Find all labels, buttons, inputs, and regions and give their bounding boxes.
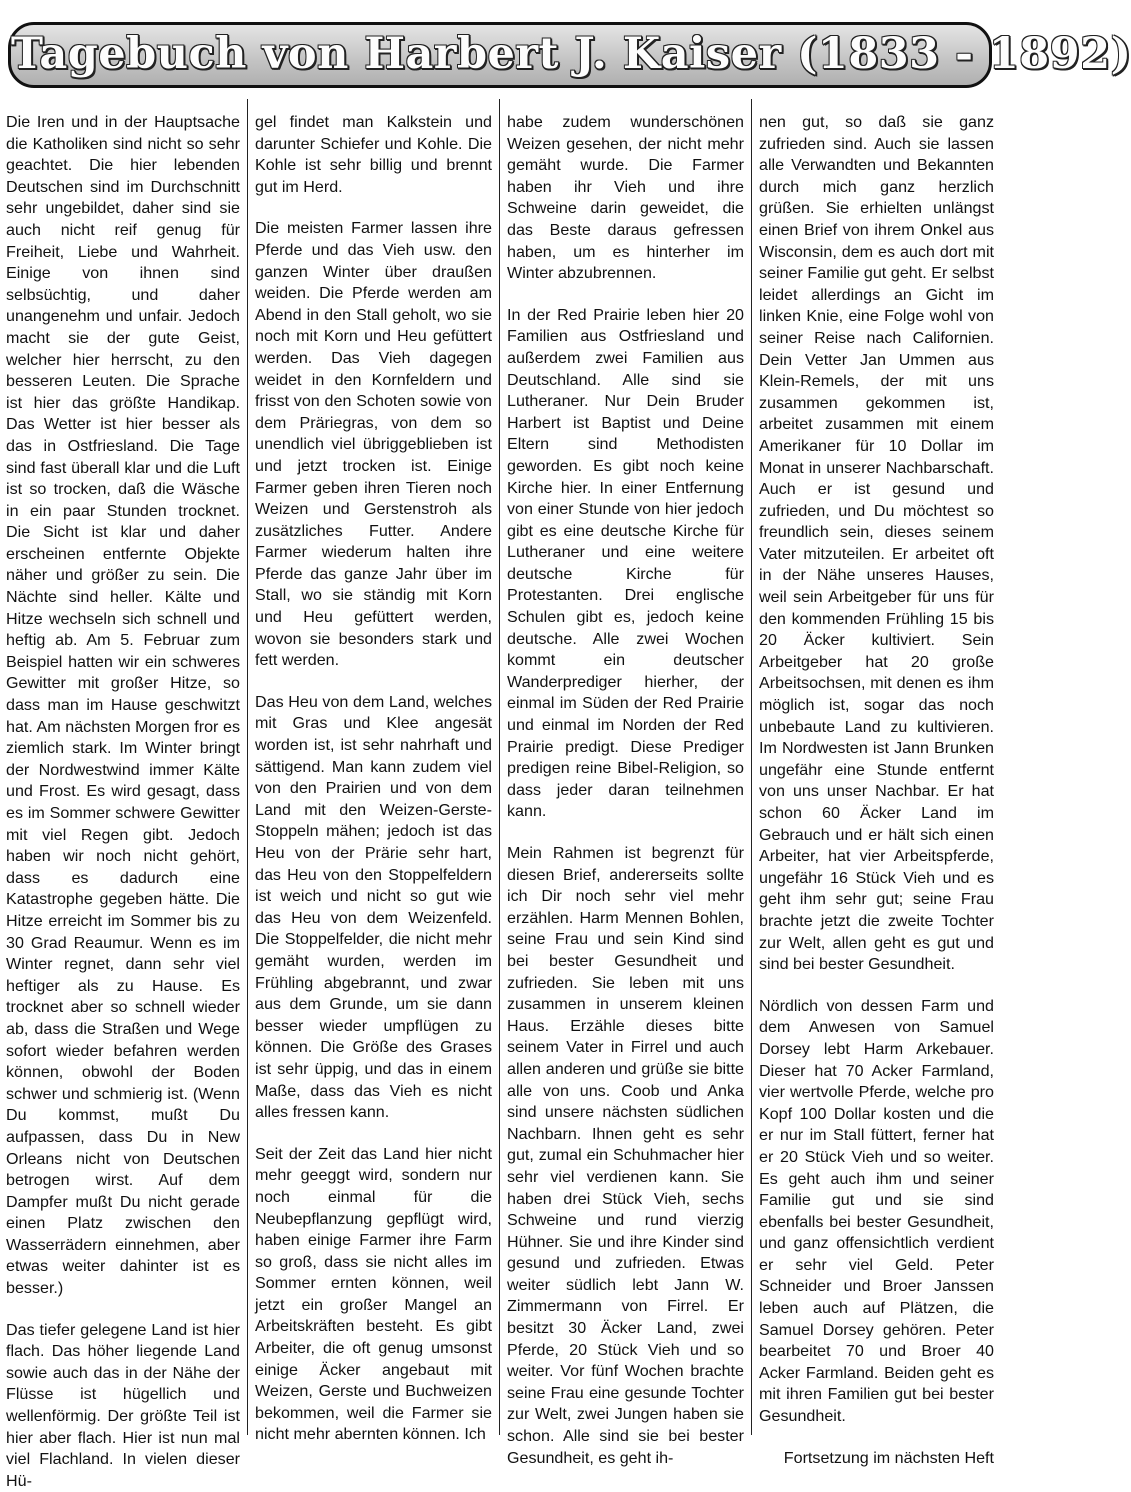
- paragraph: Die meisten Farmer lassen ihre Pferde und das Vieh usw. den ganzen Winter über draußen weiden. Die Pferde werden am Abend in den Stall geholt, wo sie noch mit Korn und Heu gefüttert werden. Das Vieh dagegen weidet in den Kornfeldern und frisst von den Schoten sowie von dem Präriegras, von dem so unendlich viel übriggeblieben ist und jetzt trocken ist. Einige Farmer geben ihren Tieren noch Weizen und Gerstenstroh als zusätzliches Futter. Andere Farmer wiederum halten ihre Pferde das ganze Jahr über im Stall, wo sie ständig mit Korn und Heu gefüttert werden, wovon sie besonders stark und fett werden.: [255, 219, 492, 670]
- text-column-3: [507, 112, 744, 1467]
- paragraph: Seit der Zeit das Land hier nicht mehr geeggt wird, sondern nur noch einmal für die Neubepflanzung gepflügt wird, haben einige Farmer ihre Farm so groß, dass sie nicht alles im Sommer ernten können, weil jetzt ein großer Mangel an Arbeitskräften besteht. Es gibt Arbeiter, die oft genug umsonst einige Äcker angebaut mit Weizen, Gerste und Buchweizen bekommen, weil die Farmer sie nicht mehr abernten können. Ich: [255, 1144, 492, 1444]
- text-column-1: [6, 112, 240, 1490]
- paragraph: In der Red Prairie leben hier 20 Familien aus Ostfriesland und außerdem zwei Familien aus Deutschland. Alle sind sie Lutheraner. Nur Dein Bruder Harbert ist Baptist und Deine Eltern sind Methodisten geworden. Es gibt noch keine Kirche hier. In einer Entfernung von einer Stunde von hier jedoch gibt es eine deutsche Kirche für Lutheraner und eine weitere deutsche Kirche für Protestanten. Drei englische Schulen gibt es, jedoch keine deutsche. Alle zwei Wochen kommt ein deutscher Wanderprediger hierher, der einmal im Süden der Red Prairie und einmal im Norden der Red Prairie predigt. Diese Prediger predigen reine Bibel-Religion, so dass jeder daran teilnehmen kann.: [507, 305, 744, 821]
- paragraph: habe zudem wunderschönen Weizen gesehen, der nicht mehr gemäht wurde. Die Farmer haben ihr Vieh und ihre Schweine darin geweidet, die das Beste daraus gefressen haben, um es hinterher im Winter abzubrennen.: [507, 113, 744, 283]
- title-banner: [8, 22, 1131, 88]
- paragraph: Das tiefer gelegene Land ist hier flach. Das höher liegende Land sowie auch das in der Nähe der Flüsse ist hügellich und wellenförmig. Der größte Teil ist hier aber flach. Hier ist nun mal viel Flachland. In vielen dieser Hü-: [6, 1320, 240, 1490]
- continuation-note: Fortsetzung im nächsten Heft: [783, 1448, 994, 1467]
- text-column-2: [255, 112, 492, 1444]
- column-divider: [247, 99, 248, 1435]
- paragraph: Mein Rahmen ist begrenzt für diesen Brief, andererseits sollte ich Dir noch sehr viel mehr erzählen. Harm Mennen Bohlen, seine Frau und sein Kind sind bei bester Gesundheit und zufrieden. Sie leben mit uns zusammen in unserem kleinen Haus. Erzähle dieses bitte seinem Vater in Firrel und auch allen anderen und grüße sie bitte alle von uns. Coob und Anka sind unsere nächsten südlichen Nachbarn. Ihnen geht es sehr gut, zumal ein Schuhmacher hier sehr viel verdienen kann. Sie haben drei Stück Vieh, sechs Schweine und rund vierzig Hühner. Sie und ihre Kinder sind gesund und zufrieden. Etwas weiter südlich lebt Jann W. Zimmermann von Firrel. Er besitzt 30 Äcker Land, zwei Pferde, 20 Stück Vieh und so weiter. Vor fünf Wochen brachte seine Frau eine gesunde Tochter zur Welt, zwei Jungen haben sie schon. Alle sind sie bei bester Gesundheit, es geht ih-: [507, 844, 744, 1467]
- column-divider: [751, 99, 752, 1435]
- paragraph: Das Heu von dem Land, welches mit Gras und Klee angesät worden ist, ist sehr nahrhaft und sättigend. Man kann zudem viel von den Prairien und von dem Land mit den Weizen-Gerste-Stoppeln mähen; jedoch ist das Heu von der Prärie sehr hart, das Heu von den Stoppelfeldern ist weich und nicht so gut wie das Heu von dem Weizenfeld. Die Stoppelfelder, die nicht mehr gemäht wurden, werden im Frühling abgebrannt, und zwar aus dem Grunde, um sie dann besser wieder umpflügen zu können. Die Größe des Grases ist sehr üppig, und das in einem Maße, dass das Vieh es nicht alles fressen kann.: [255, 692, 492, 1122]
- paragraph: Die Iren und in der Hauptsache die Katholiken sind nicht so sehr geachtet. Die hier lebenden Deutschen sind im Durchschnitt sehr ungebildet, daher sind sie auch nicht reif genug für Freiheit, Liebe und Wahrheit. Einige von ihnen sind selbsüchtig, und daher unangenehm und unfair. Jedoch macht sie der gute Geist, welcher hier herrscht, zu den besseren Leuten. Die Sprache ist hier das größte Handikap. Das Wetter ist hier besser als das in Ostfriesland. Die Tage sind fast überall klar und die Luft ist so trocken, daß die Wäsche in ein paar Stunden trocknet. Die Sicht ist klar und daher erscheinen entfernte Objekte näher und größer zu sein. Die Nächte sind heller. Kälte und Hitze wechseln sich schnell und heftig ab. Am 5. Februar zum Beispiel hatten wir ein schweres Gewitter mit großer Hitze, so dass man im Hause geschwitzt hat. Am nächsten Morgen fror es ziemlich stark. Im Winter bringt der Nordwestwind immer Kälte und Frost. Es wird gesagt, dass es im Sommer schwere Gewitter mit viel Regen gibt. Jedoch haben wir noch nicht gehört, dass es dadurch eine Katastrophe gegeben hätte. Die Hitze erreicht im Sommer bis zu 30 Grad Reaumur. Wenn es im Winter regnet, dann sehr viel heftiger als zu Hause. Es trocknet aber so schnell wieder ab, dass die Straßen und Wege sofort wieder befahren werden können, obwohl der Boden schwer und schmierig ist. (Wenn Du kommst, mußt Du aufpassen, dass Du in New Orleans nicht von Deutschen betrogen wirst. Auf dem Dampfer mußt Du nicht gerade einen Platz zwischen den Wasserrädern einnehmen, aber etwas weiter dahinter ist es besser.): [6, 113, 240, 1298]
- page-title: Tagebuch von Harbert J. Kaiser (1833 - 1892): [11, 29, 1131, 79]
- text-column-4: [759, 112, 994, 1467]
- paragraph: gel findet man Kalkstein und darunter Schiefer und Kohle. Die Kohle ist sehr billig und brennt gut im Herd.: [255, 113, 492, 196]
- paragraph: nen gut, so daß sie ganz zufrieden sind. Auch sie lassen alle Verwandten und Bekannten durch mich ganz herzlich grüßen. Sie erhielten unlängst einen Brief von ihrem Onkel aus Wisconsin, dem es auch dort mit seiner Familie gut geht. Er selbst leidet allerdings an Gicht im linken Knie, eine Folge wohl von seiner Reise nach Californien. Dein Vetter Jan Ummen aus Klein-Remels, der mit uns zusammen gekommen ist, arbeitet zusammen mit einem Amerikaner für 10 Dollar im Monat in unserer Nachbarschaft. Auch er ist gesund und zufrieden, und Du möchtest so freundlich sein, dieses seinem Vater mitzuteilen. Er arbeitet oft in der Nähe unseres Hauses, weil sein Arbeitgeber für uns für den kommenden Frühling 15 bis 20 Äcker kultiviert. Sein Arbeitgeber hat 20 große Arbeitsochsen, mit denen es ihm möglich ist, sogar das noch unbebaute Land zu kultivieren. Im Nordwesten ist Jann Brunken ungefähr eine Stunde entfernt von uns unser Nachbar. Er hat schon 60 Äcker Land im Gebrauch und er hält sich einen Arbeiter, hat vier Arbeitspferde, ungefähr 16 Stück Vieh und es geht ihm sehr gut; seine Frau brachte jetzt die zweite Tochter zur Welt, allen geht es gut und sind bei bester Gesundheit.: [759, 113, 994, 974]
- column-divider: [499, 99, 500, 1435]
- paragraph: Nördlich von dessen Farm und dem Anwesen von Samuel Dorsey lebt Harm Arkebauer. Dieser hat 70 Acker Farmland, vier wertvolle Pferde, welche pro Kopf 100 Dollar kosten und die er nur im Stall füttert, ferner hat er 20 Stück Vieh und so weiter. Es geht auch ihm und seiner Familie gut und sie sind ebenfalls bei bester Gesundheit, und ganz offensichtlich verdient er sehr viel Geld. Peter Schneider und Broer Janssen leben auch auf Plätzen, die Samuel Dorsey gehören. Peter bearbeitet 70 und Broer 40 Acker Farmland. Beiden geht es mit ihren Familien gut bei bester Gesundheit.: [759, 996, 994, 1426]
